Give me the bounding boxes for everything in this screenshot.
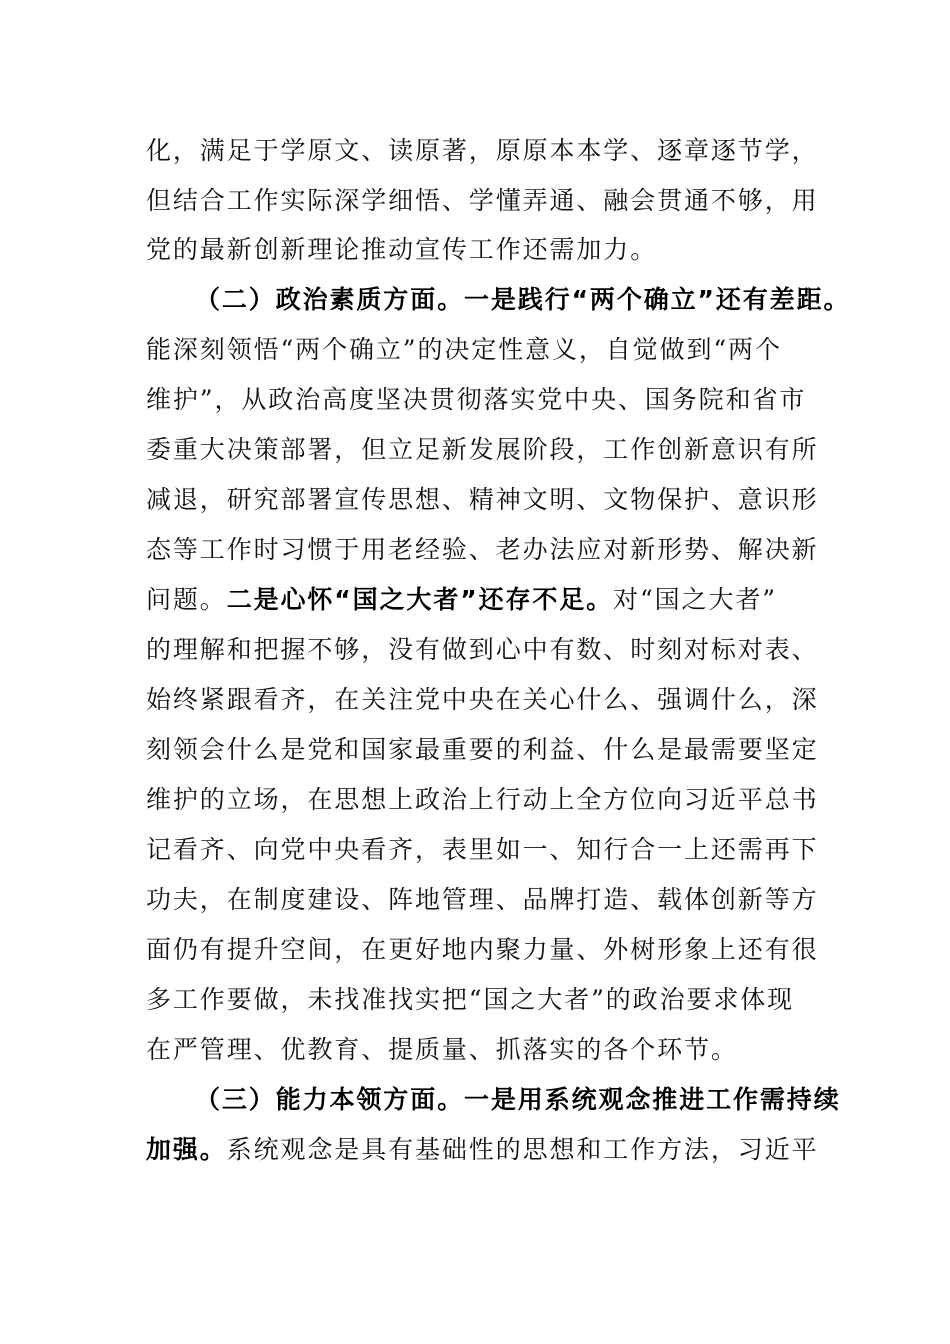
line-text: 面仍有提升空间，在更好地内聚力量、外树形象上还有很 (146, 935, 819, 964)
paragraph-line (146, 880, 819, 920)
paragraph-line (146, 830, 819, 870)
line-text: 刻领会什么是党和国家最重要的利益、什么是最需要坚定 (146, 735, 819, 764)
paragraph-line (146, 1130, 819, 1170)
paragraph-line (146, 131, 819, 171)
heading-text: （三）能力本领方面。一是用系统观念推进工作需持续 (195, 1085, 841, 1114)
line-text: 减退，研究部署宣传思想、精神文明、文物保护、意识形 (146, 485, 819, 514)
paragraph-line (146, 380, 806, 420)
line-text: 在严管理、优教育、提质量、抓落实的各个环节。 (146, 1035, 738, 1064)
heading-text: （二）政治素质方面。一是践行“两个确立”还有差距。 (195, 285, 851, 314)
paragraph-line (146, 181, 819, 221)
bold-subheading: 二是心怀“国之大者”还存不足。 (226, 585, 614, 614)
line-text: 态等工作时习惯于用老经验、老办法应对新形势、解决新 (146, 535, 819, 564)
line-text: 但结合工作实际深学细悟、学懂弄通、融会贯通不够，用 (146, 186, 819, 215)
paragraph-line (146, 680, 819, 720)
line-text: 能深刻领悟“两个确立”的决定性意义，自觉做到“两个 (146, 335, 782, 364)
paragraph-line (146, 1030, 738, 1070)
paragraph-line (146, 630, 819, 670)
line-text: 维护”，从政治高度坚决贯彻落实党中央、国务院和省市 (146, 385, 807, 414)
section-heading-political-quality (195, 280, 850, 320)
paragraph-line (146, 580, 777, 620)
line-text: 始终紧跟看齐，在关注党中央在关心什么、强调什么，深 (146, 685, 819, 714)
paragraph-line (146, 430, 819, 470)
line-text: 功夫，在制度建设、阵地管理、品牌打造、载体创新等方 (146, 885, 819, 914)
line-text: 委重大决策部署，但立足新发展阶段，工作创新意识有所 (146, 435, 819, 464)
paragraph-line (146, 230, 657, 270)
line-text: 记看齐、向党中央看齐，表里如一、知行合一上还需再下 (146, 835, 819, 864)
line-text: 多工作要做，未找准找实把“国之大者”的政治要求体现 (146, 985, 795, 1014)
paragraph-line (146, 980, 794, 1020)
paragraph-line (146, 480, 819, 520)
section-heading-ability (195, 1080, 841, 1120)
paragraph-line (146, 330, 782, 370)
line-text: 系统观念是具有基础性的思想和工作方法，习近平 (226, 1135, 819, 1164)
paragraph-line (146, 530, 819, 570)
line-text: 化，满足于学原文、读原著，原原本本学、逐章逐节学， (146, 136, 819, 165)
line-text: 问题。 (146, 585, 227, 614)
paragraph-line (146, 730, 819, 770)
paragraph-line (146, 780, 819, 820)
line-text: 对“国之大者” (613, 585, 777, 614)
line-text: 党的最新创新理论推动宣传工作还需加力。 (146, 235, 658, 264)
paragraph-line (146, 930, 819, 970)
line-text: 的理解和把握不够，没有做到心中有数、时刻对标对表、 (146, 635, 819, 664)
line-text: 维护的立场，在思想上政治上行动上全方位向习近平总书 (146, 785, 819, 814)
bold-subheading: 加强。 (146, 1135, 227, 1164)
